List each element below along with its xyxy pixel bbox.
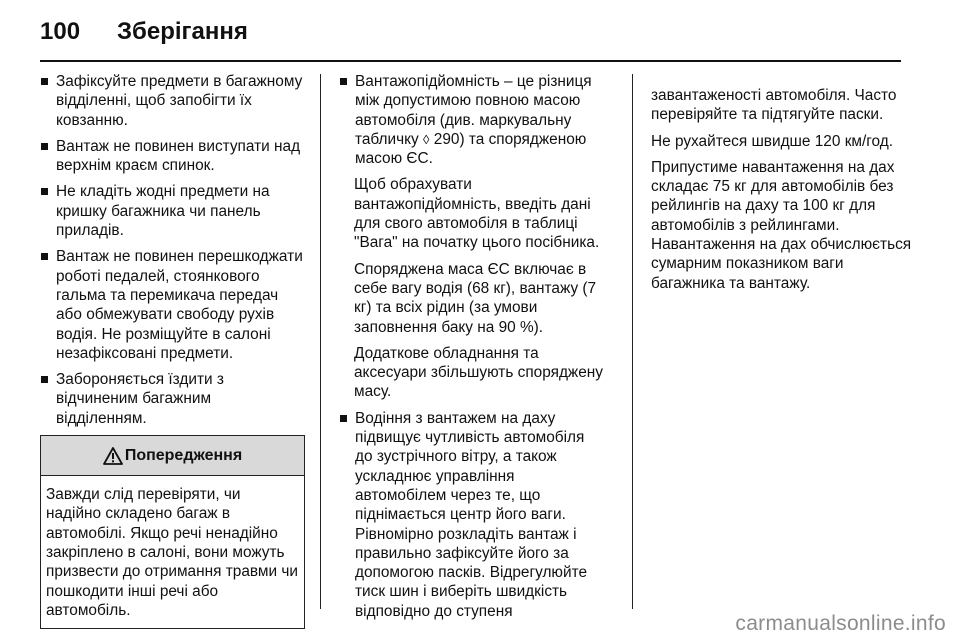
column-2 [339, 72, 605, 628]
bullet-square-icon [41, 143, 48, 150]
paragraph: завантаженості автомобіля. Часто перевіряйте та підтягуйте паски. [651, 87, 897, 124]
page-reference-link[interactable]: 290 [433, 130, 460, 148]
header-rule [40, 60, 901, 62]
warning-text: Завжди слід перевіряти, чи надійно складено багаж в автомобілі. Якщо речі ненадійно закріплено в салоні, вони можуть призвести до отримання травми чи пошкодити інші речі або автомобіль. [46, 486, 298, 619]
bullet-item [40, 137, 305, 176]
page-reference-icon: ◊ [423, 131, 430, 147]
bullet-text: Водіння з вантажем на даху підвищує чутливість автомобіля до зустрічного вітру, а також ускладнює управління автомобілем через те, що піднімається центр його ваги. Рівномірно розкладіть вантаж і правильно зафіксуйте його за допомогою пасків. Відрегулюйте тиск шин і виберіть швидкість відповідно до ступеня [355, 409, 588, 620]
warning-title: Попередження [124, 446, 243, 464]
bullet-text: Забороняється їздити з відчиненим багажним відділенням. [56, 371, 224, 427]
bullet-square-icon [41, 253, 48, 260]
bullet-item [40, 182, 305, 240]
page-title: Зберігання [117, 18, 248, 45]
warning-triangle-icon [103, 447, 123, 465]
paragraph: Припустиме навантаження на дах складає 75 кг для автомобілів без рейлингів на даху та 100 кг для автомобілів з рейлингами. Навантаження на дах обчислюється сумарним показником ваги багажника та вантажу. [651, 158, 912, 292]
bullet-item [339, 409, 605, 621]
page-header [40, 18, 248, 46]
paragraph: Споряджена маса ЄС включає в себе вагу водія (68 кг), вантажу (7 кг) та всіх рідин (за умови заповнення баку на 90 %). [354, 260, 597, 336]
bullet-text: Вантаж не повинен виступати над верхнім краєм спинок. [56, 137, 301, 175]
column-divider [632, 74, 633, 609]
warning-box [40, 435, 305, 629]
watermark: carmanualsonline.info [735, 612, 946, 635]
paragraph: Не рухайтеся швидше 120 км/год. [651, 132, 894, 150]
warning-header [41, 436, 304, 476]
bullet-text: Вантаж не повинен перешкоджати роботі педалей, стоянкового гальма та перемикача передач або обмежувати свободу рухів водія. Не розміщуйте в салоні незафіксовані предмети. [56, 248, 303, 362]
bullet-square-icon [340, 415, 347, 422]
bullet-square-icon [340, 78, 347, 85]
bullet-square-icon [41, 188, 48, 195]
bullet-item [40, 72, 305, 130]
bullet-text: ) та спорядженою масою ЄС. [355, 130, 587, 168]
bullet-text: Вантажопідйомність – це різниця між допустимою повною масою автомобіля (див. маркувальну табличку [355, 73, 592, 148]
bullet-item [40, 370, 305, 428]
bullet-square-icon [41, 376, 48, 383]
bullet-item [339, 72, 605, 168]
page-number: 100 [40, 18, 81, 45]
column-1 [40, 72, 305, 629]
column-3 [651, 86, 913, 300]
paragraph: Щоб обрахувати вантажопідйомність, введіть дані для свого автомобіля в таблиці "Вага" на початку цього посібника. [354, 176, 600, 252]
column-divider [320, 74, 321, 609]
bullet-item [40, 247, 305, 363]
bullet-text: Не кладіть жодні предмети на кришку багажника чи панель приладів. [56, 183, 270, 240]
bullet-square-icon [41, 78, 48, 85]
bullet-text: Зафіксуйте предмети в багажному відділенні, щоб запобігти їх ковзанню. [56, 73, 303, 129]
paragraph: Додаткове обладнання та аксесуари збільшують споряджену масу. [354, 344, 603, 401]
